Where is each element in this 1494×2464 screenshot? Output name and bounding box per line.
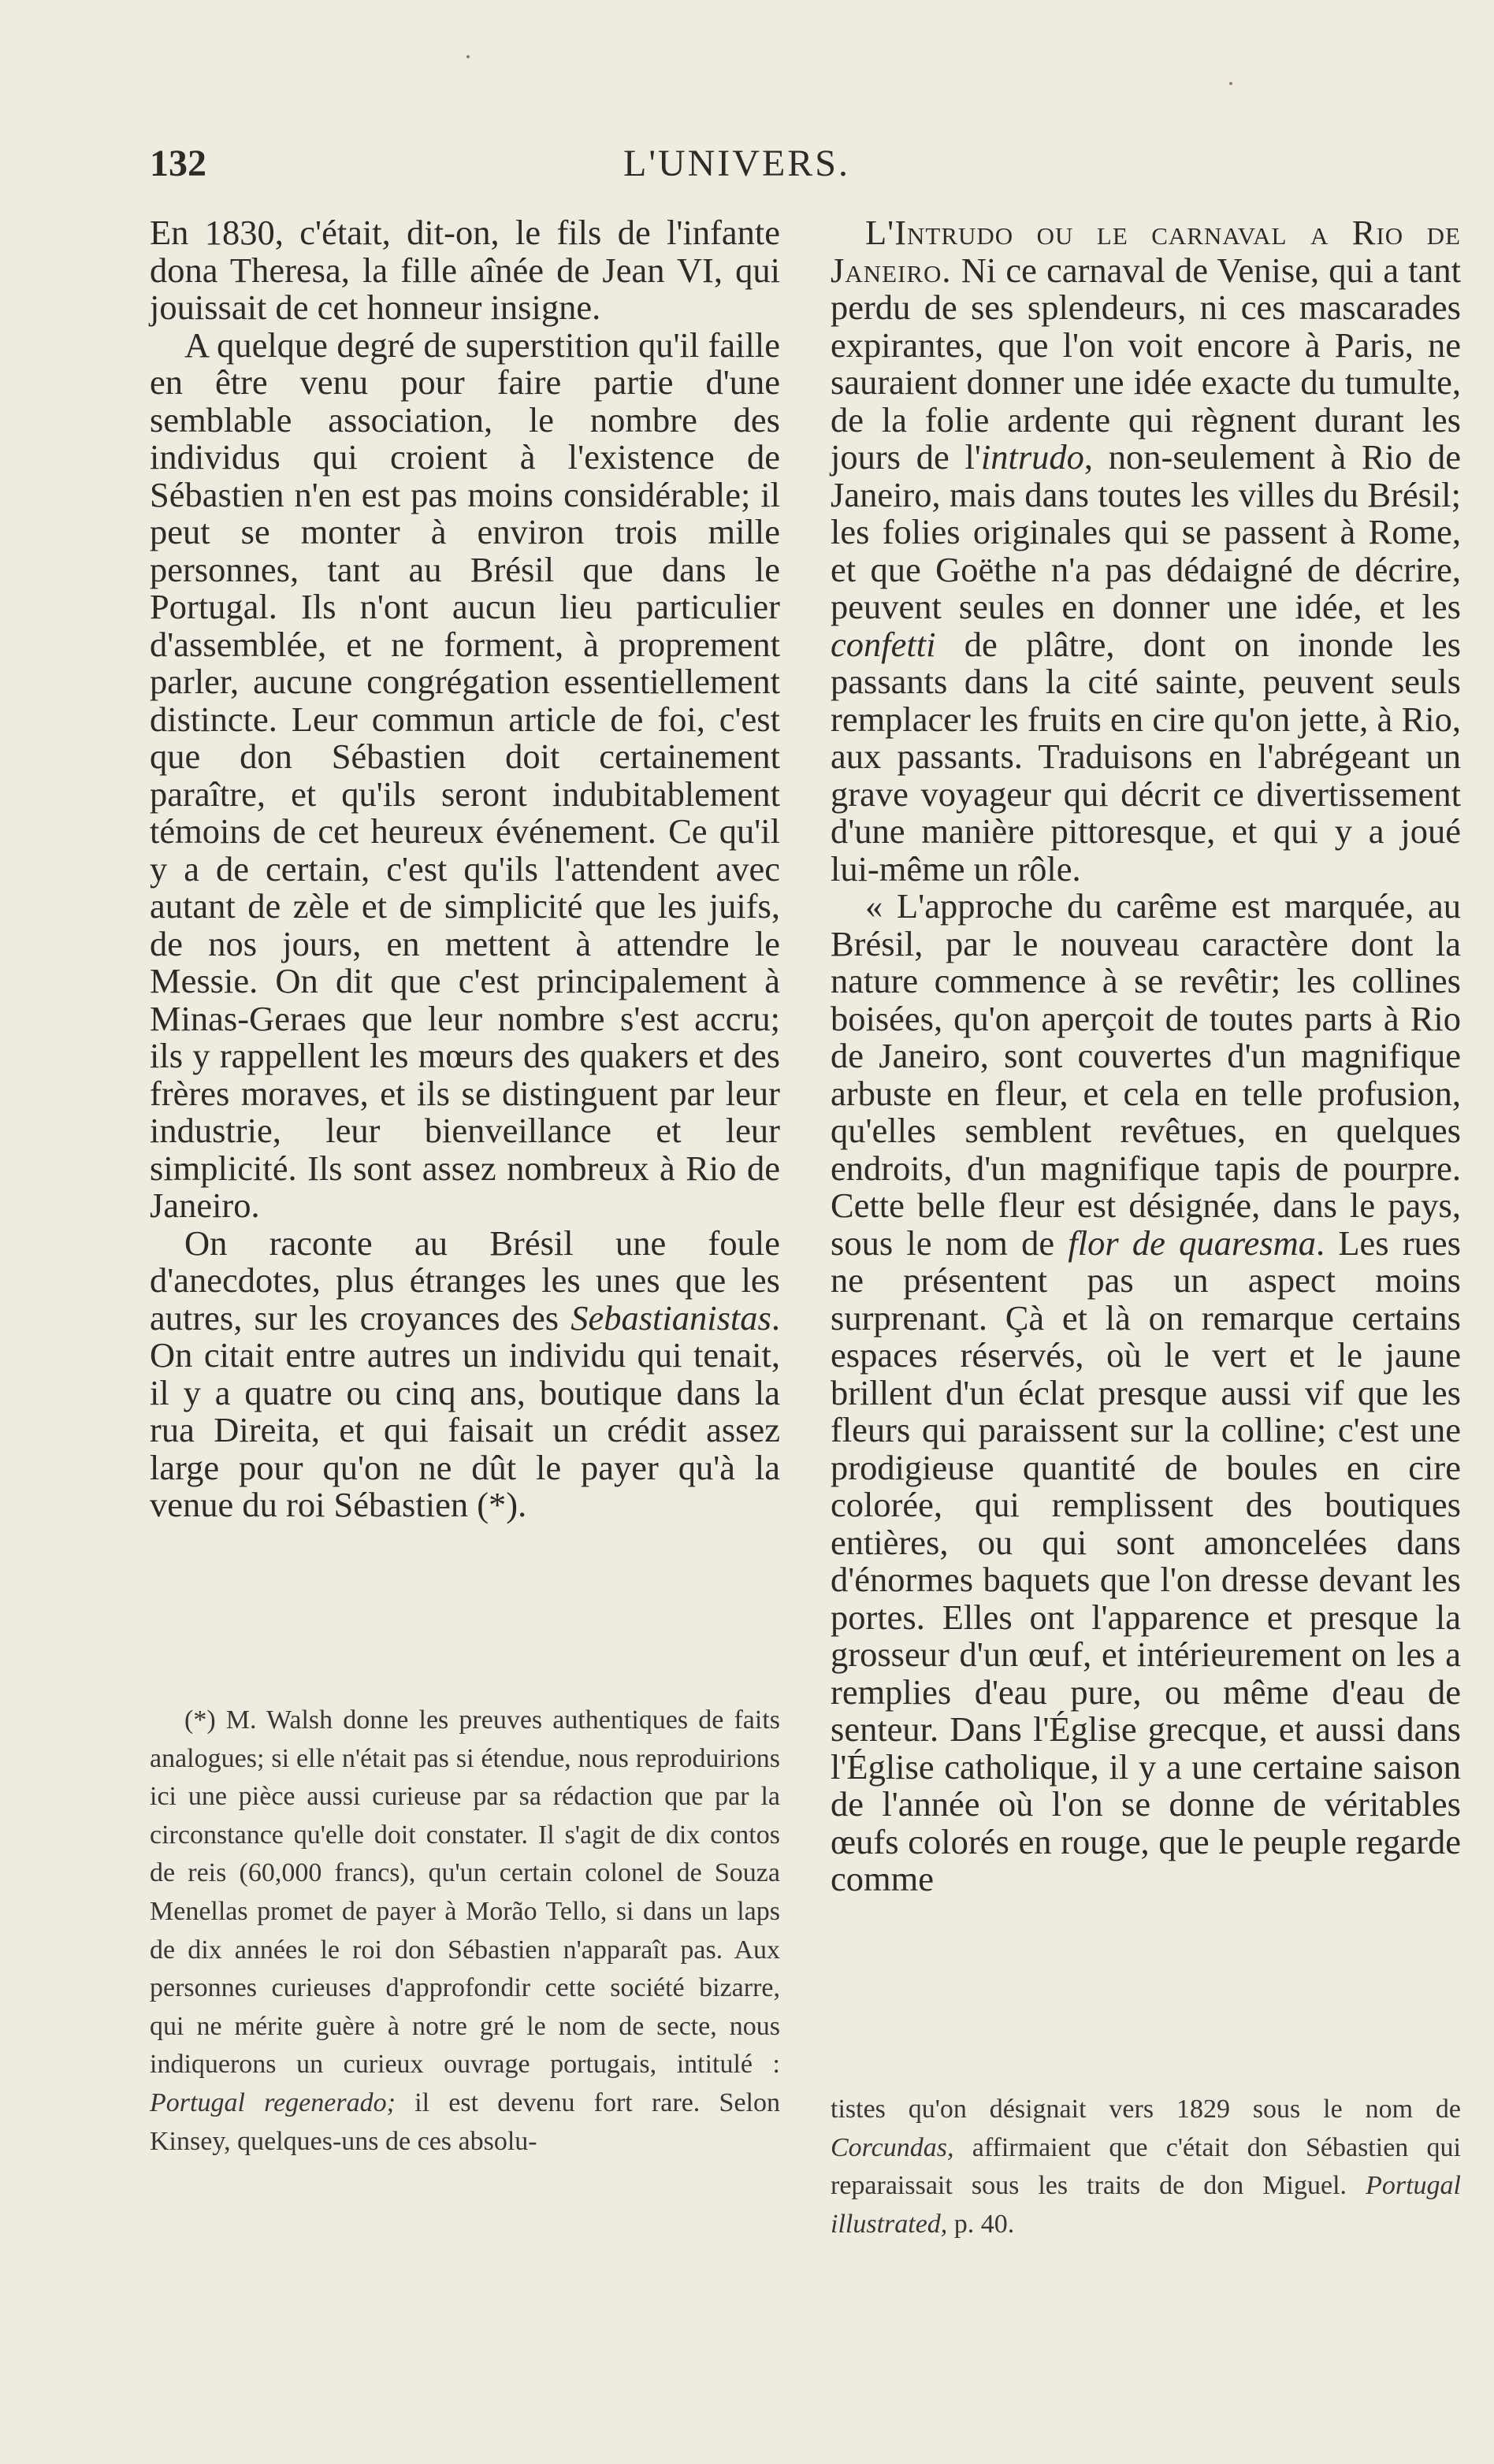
paper-speck bbox=[1229, 82, 1232, 85]
page-header bbox=[150, 142, 1324, 197]
paragraph: En 1830, c'était, dit-on, le fils de l'infante dona Theresa, la fille aînée de Jean VI, qui jouissait de cet honneur insigne. bbox=[150, 213, 780, 327]
footnote-left: (*) M. Walsh donne les preuves authentiques de faits analogues; si elle n'était pas si étendue, nous reproduirions ici une pièce aussi curieuse par sa rédaction que par la circonstance qu'elle doit constater. Il s'agit de dix contos de reis (60,000 francs), qu'un certain colonel de Souza Menellas promet de payer à Morão Tello, si dans un laps de dix années le roi don Sébastien n'apparaît pas. Aux personnes curieuses d'approfondir cette société bizarre, qui ne mérite guère à notre gré le nom de secte, nous indiquerons un curieux ouvrage portugais, intitulé : Portugal regenerado; il est devenu fort rare. Selon Kinsey, quelques-uns de ces absolu- bbox=[150, 1705, 780, 2156]
paragraph: « L'approche du carême est marquée, au Brésil, par le nouveau caractère dont la nature commence à se revêtir; les collines boisées, qu'on aperçoit de toutes parts à Rio de Janeiro, sont couvertes d'un magnifique arbuste en fleur, et cela en telle profusion, qu'elles semblent revêtues, en quelques endroits, d'un magnifique tapis de pourpre. Cette belle fleur est désignée, dans le pays, sous le nom de flor de quaresma. Les rues ne présentent pas un aspect moins surprenant. Çà et là on remarque certains espaces réservés, où le vert et le jaune brillent d'un éclat presque aussi vif que les fleurs qui paraissent sur la colline; c'est une prodigieuse quantité de boules en cire colorée, qui remplissent des boutiques entières, ou qui sont amoncelées dans d'énormes baquets que l'on dresse devant les portes. Elles ont l'apparence et presque la grosseur d'un œuf, et intérieurement on les a remplies d'eau pure, ou même d'eau de senteur. Dans l'Église grecque, et aussi dans l'Église catholique, il y a une certaine saison de l'année où l'on se donne de véritables œufs colorés en rouge, que le peuple regarde comme bbox=[831, 886, 1461, 1898]
right-column bbox=[831, 214, 1461, 1898]
section-heading: L'Intrudo ou le carnaval a Rio de Janeiro. bbox=[831, 213, 1461, 290]
paragraph: L'Intrudo ou le carnaval a Rio de Janeiro. Ni ce carnaval de Venise, qui a tant perdu de ses splendeurs, ni ces mascarades expirantes, que l'on voit encore à Paris, ne sauraient donner une idée exacte du tumulte, de la folie ardente qui règnent durant les jours de l'intrudo, non-seulement à Rio de Janeiro, mais dans toutes les villes du Brésil; les folies originales qui se passent à Rome, et que Goëthe n'a pas dédaigné de décrire, peuvent seules en donner une idée, et les confetti de plâtre, dont on inonde les passants dans la cité sainte, peuvent seuls remplacer les fruits en cire qu'on jette, à Rio, aux passants. Traduisons en l'abrégeant un grave voyageur qui décrit ce divertissement d'une manière pittoresque, et qui y a joué lui-même un rôle. bbox=[831, 213, 1461, 889]
italic-title: Portugal regenerado; bbox=[150, 2087, 396, 2117]
left-column bbox=[150, 214, 780, 1524]
running-title: L'UNIVERS. bbox=[623, 143, 850, 184]
paragraph: A quelque degré de superstition qu'il faille en être venu pour faire partie d'une semblable association, le nombre des individus qui croient à l'existence de Sébastien n'en est pas moins considérable; il peut se monter à environ trois mille personnes, tant au Brésil que dans le Portugal. Ils n'ont aucun lieu particulier d'assemblée, et ne forment, à proprement parler, aucune congrégation essentiellement distincte. Leur commun article de foi, c'est que don Sébastien doit certainement paraître, et qu'ils seront indubitablement témoins de cet heureux événement. Ce qu'il y a de certain, c'est qu'ils l'attendent avec autant de zèle et de simplicité que les juifs, de nos jours, en mettent à attendre le Messie. On dit que c'est principalement à Minas-Geraes que leur nombre s'est accru; ils y rappellent les mœurs des quakers et des frères moraves, et ils se distinguent par leur industrie, leur bienveillance et leur simplicité. Ils sont assez nombreux à Rio de Janeiro. bbox=[150, 325, 780, 1225]
page-number: 132 bbox=[150, 143, 206, 184]
italic-term: Sebastianistas bbox=[570, 1297, 771, 1338]
footnote-right: tistes qu'on désignait vers 1829 sous le nom de Corcundas, affirmaient que c'était don Sébastien qui reparaissait sous les traits de don Miguel. Portugal illustrated, p. 40. bbox=[831, 2095, 1461, 2239]
paragraph: On raconte au Brésil une foule d'anecdotes, plus étranges les unes que les autres, sur les croyances des Sebastianistas. On citait entre autres un individu qui tenait, il y a quatre ou cinq ans, boutique dans la rua Direita, et qui faisait un crédit assez large pour qu'on ne dût le payer qu'à la venue du roi Sébastien (*). bbox=[150, 1223, 780, 1524]
paper-speck bbox=[466, 55, 470, 58]
